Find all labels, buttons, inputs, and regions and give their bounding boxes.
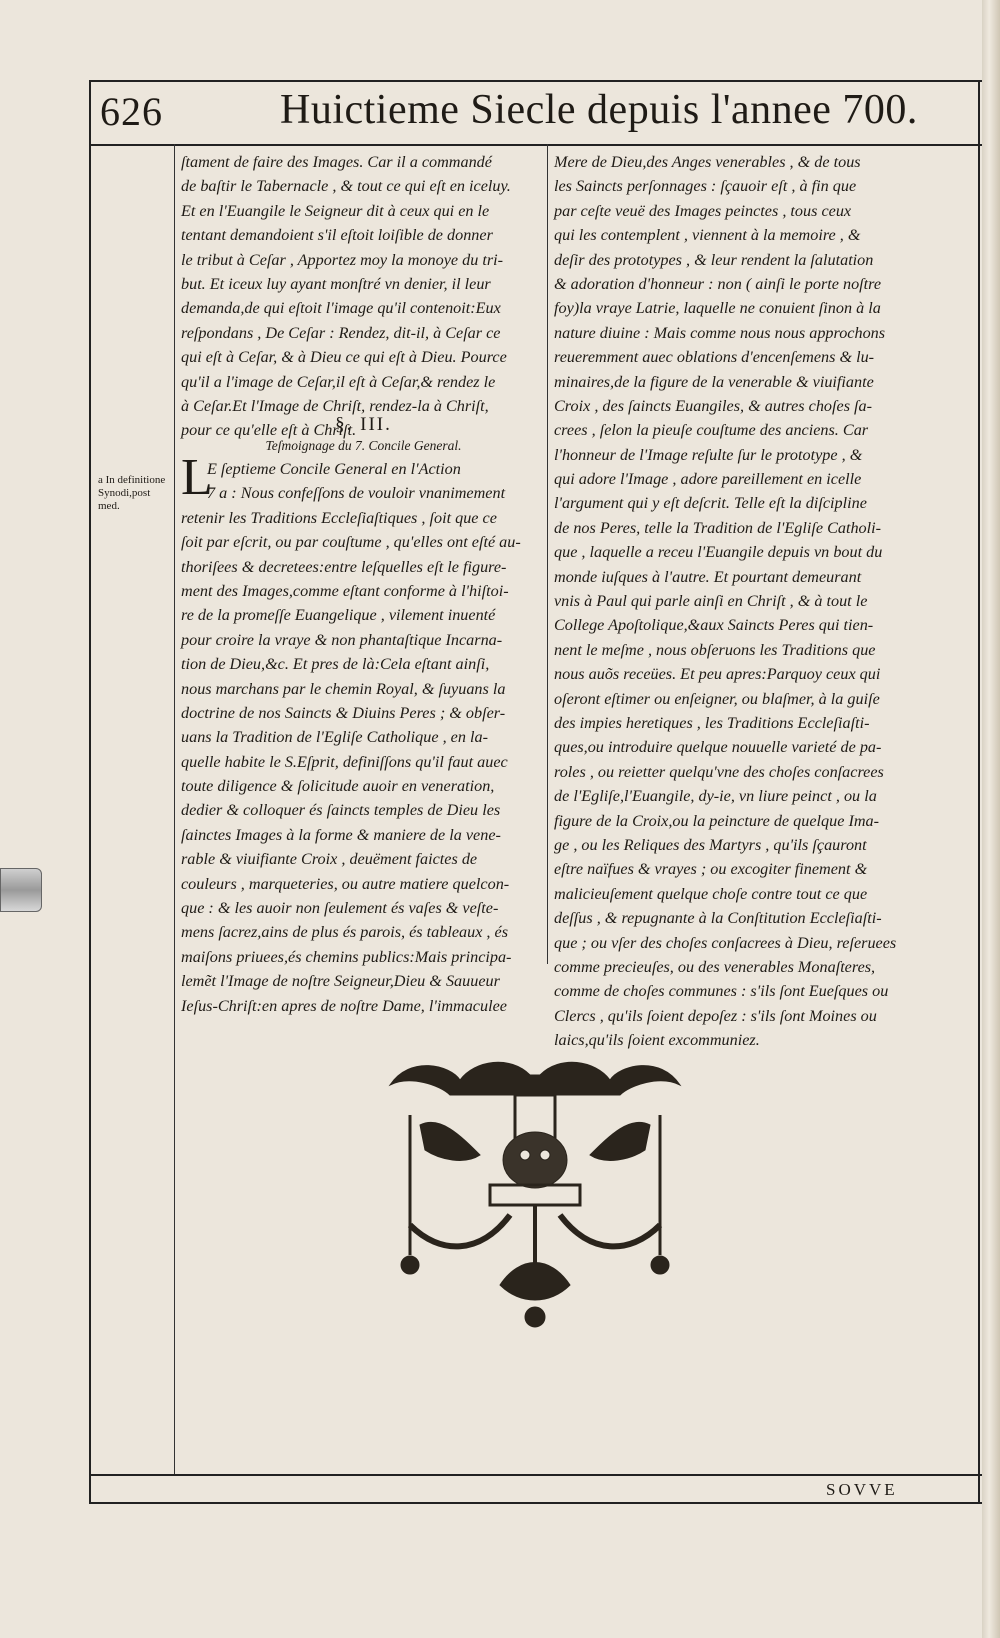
text-line: quelle habite le S.Eſprit, definiſſons qu'il faut auec (181, 752, 508, 771)
text-line: Ieſus-Chriſt:en apres de noſtre Dame, l'immaculee (181, 996, 507, 1015)
text-line: de nos Peres, telle la Tradition de l'Egliſe Catholi- (554, 518, 882, 537)
text-line: qui les contemplent , viennent à la memoire , & (554, 226, 861, 245)
text-line: monde iuſques à l'autre. Et pourtant demeurant (554, 567, 862, 586)
text-line: qui adore l'Image , adore pareillement en icelle (554, 470, 862, 489)
text-line: ge , ou les Reliques des Martyrs , qu'ils ſçauront (554, 835, 867, 854)
running-head: Huictieme Siecle depuis l'annee 700. (280, 87, 918, 133)
text-line: comme de choſes communes : s'ils ſont Eueſques ou (554, 982, 889, 1001)
text-line: ques,ou introduire quelque nouuelle varieté de pa- (554, 738, 882, 757)
text-line: couleurs , marqueteries, ou autre matiere quelcon- (181, 874, 510, 893)
text-line: que ; ou vſer des choſes conſacrees à Dieu, reſeruees (554, 933, 897, 952)
ornament-cul-de-lampe-icon (380, 1055, 690, 1335)
text-line: toute diligence & ſolicitude auoir en veneration, (181, 777, 495, 796)
page-edge (982, 0, 1000, 1638)
text-line: comme precieuſes, ou des venerables Monaſteres, (554, 957, 876, 976)
text-line: vnis à Paul qui parle ainſi en Chriſt , & à tout le (554, 592, 868, 611)
left-column-body (181, 457, 546, 1018)
right-column (554, 150, 919, 1052)
text-line: reueremment auec oblations d'encenſemens & lu- (554, 348, 875, 367)
text-line: Croix , des ſaincts Euangiles, & autres choſes ſa- (554, 396, 873, 415)
text-line: le tribut à Ceſar , Apportez moy la monoye du tri- (181, 250, 504, 269)
text-line: laics,qu'ils ſoient excommuniez. (554, 1031, 760, 1050)
frame-rule-margin (174, 144, 175, 1474)
text-line: ſtament de faire des Images. Car il a commandé (181, 153, 492, 171)
text-line: qu'il a l'image de Ceſar,il eſt à Ceſar,& rendez le (181, 372, 496, 391)
text-line: foy)la vraye Latrie, laquelle ne conuient ſinon à la (554, 299, 881, 318)
text-line: à Ceſar.Et l'Image de Chriſt, rendez-la à Chriſt, (181, 396, 489, 415)
text-line: but. Et iceux luy ayant monſtré vn denier, il leur (181, 274, 491, 293)
text-line: demanda,de qui eſtoit l'image qu'il contenoit:Eux (181, 299, 501, 318)
drop-capital: L (181, 449, 213, 506)
text-line: roles , ou reietter quelqu'vne des choſes conſacrees (554, 762, 884, 781)
text-line: dedier & colloquer és ſaincts temples de Dieu les (181, 801, 501, 820)
text-line: rable & viuifiante Croix , deuëment faictes de (181, 850, 478, 869)
section-subheading: Teſmoignage du 7. Concile General. (265, 438, 462, 453)
text-line: reſpondans , De Ceſar : Rendez, dit-il, à Ceſar ce (181, 323, 501, 342)
text-line: E ſeptieme Concile General en l'Action (207, 460, 461, 478)
text-line: retenir les Traditions Eccleſiaſtiques , ſoit que ce (181, 508, 497, 527)
text-line: nous auõs receües. Et peu apres:Parquoy ceux qui (554, 665, 881, 684)
text-line: mens ſacrez,ains de plus és parois, és tableaux , és (181, 923, 509, 942)
text-line: qui eſt à Ceſar, & à Dieu ce qui eſt à Dieu. Pource (181, 348, 507, 367)
text-line: l'honneur de l'Image reſulte ſur le prototype , & (554, 445, 863, 464)
text-line: que , laquelle a receu l'Euangile depuis vn bout du (554, 543, 883, 562)
text-line: ſoit par eſcrit, ou par couſtume , qu'elles ont eſté au- (181, 533, 521, 552)
text-line: pour croire la vraye & non phantaſtique Incarna- (181, 630, 503, 649)
text-line: deſſus , & repugnante à la Conſtitution Eccleſiaſti- (554, 909, 882, 928)
catchword: SOVVE (826, 1480, 898, 1499)
left-column-top (181, 150, 546, 443)
text-line: eſtre naïfues & vrayes ; ou excogiter finement & (554, 860, 868, 879)
text-line: & adoration d'honneur : non ( ainſi le porte noſtre (554, 274, 882, 293)
text-line: de l'Egliſe,l'Euangile, dy-ie, vn liure peinct , ou la (554, 787, 877, 806)
text-line: College Apoſtolique,&aux Saincts Peres qui tien- (554, 616, 874, 635)
text-line: par ceſte veuë des Images peinctes , tous ceux (554, 201, 852, 220)
text-line: crees , ſelon la pieuſe couſtume des anciens. Car (554, 421, 869, 440)
text-line: oſeront eſtimer ou enſeigner, ou blaſmer, à la guiſe (554, 689, 880, 708)
frame-rule-header (89, 144, 982, 146)
text-line: pour ce qu'elle eſt à Chriſt. (181, 421, 357, 440)
frame-rule-left (89, 80, 91, 1502)
text-line: nature diuine : Mais comme nous nous approchons (554, 323, 886, 342)
text-line: uans la Tradition de l'Egliſe Catholique , en la- (181, 728, 488, 747)
text-line: figure de la Croix,ou la peincture de quelque Ima- (554, 811, 880, 830)
text-line: tentant demandoient s'il eſtoit loiſible de donner (181, 226, 493, 245)
text-line: thoriſees & decretees:entre leſquelles eſt le figure- (181, 557, 507, 576)
text-line: 7 a : Nous confeſſons de vouloir vnanimement (207, 484, 506, 503)
column-divider (547, 144, 548, 964)
text-line: nent le meſme , nous obſeruons les Traditions que (554, 640, 876, 659)
text-line: malicieuſement quelque choſe contre tout ce que (554, 884, 868, 903)
text-line: Et en l'Euangile le Seigneur dit à ceux qui en le (181, 201, 490, 220)
margin-note: a In definitione Synodi,post med. (98, 474, 166, 512)
text-line: deſir des prototypes , & leur rendent la ſalutation (554, 250, 874, 269)
text-line: maiſons priuees,és chemins publics:Mais principa- (181, 947, 512, 966)
text-line: de baſtir le Tabernacle , & tout ce qui eſt en iceluy. (181, 177, 511, 196)
text-line: tion de Dieu,&c. Et pres de là:Cela eſtant ainſi, (181, 655, 490, 674)
section-heading: §. III. (335, 414, 392, 435)
text-line: que : & les auoir non ſeulement és vaſes & veſte- (181, 899, 499, 918)
text-line: nous marchans par le chemin Royal, & ſuyuans la (181, 679, 506, 698)
metal-clip (0, 868, 42, 912)
text-line: Mere de Dieu,des Anges venerables , & de tous (554, 153, 861, 171)
text-line: lemẽt l'Image de noſtre Seigneur,Dieu & Sauueur (181, 972, 500, 991)
text-line: des impies heretiques , les Traditions Eccleſiaſti- (554, 713, 870, 732)
text-line: Clercs , qu'ils ſoient depoſez : s'ils ſont Moines ou (554, 1006, 877, 1025)
frame-rule-bottom-outer (89, 1502, 982, 1504)
frame-rule-top (89, 80, 982, 82)
text-line: re de la promeſſe Euangelique , vilement inuenté (181, 606, 496, 625)
text-line: minaires,de la figure de la venerable & viuifiante (554, 372, 874, 391)
page-number: 626 (100, 89, 163, 134)
text-line: l'argument qui y eſt deſcrit. Telle eſt la diſcipline (554, 494, 867, 513)
text-line: ment des Images,comme eſtant conforme à l'hiſtoi- (181, 581, 509, 600)
text-line: doctrine de nos Saincts & Diuins Peres ; & obſer- (181, 703, 506, 722)
frame-rule-bottom-inner (89, 1474, 982, 1476)
text-line: les Saincts perſonnages : ſçauoir eſt , à fin que (554, 177, 857, 196)
text-line: ſainctes Images à la forme & maniere de la vene- (181, 825, 501, 844)
frame-rule-right (978, 80, 980, 1502)
